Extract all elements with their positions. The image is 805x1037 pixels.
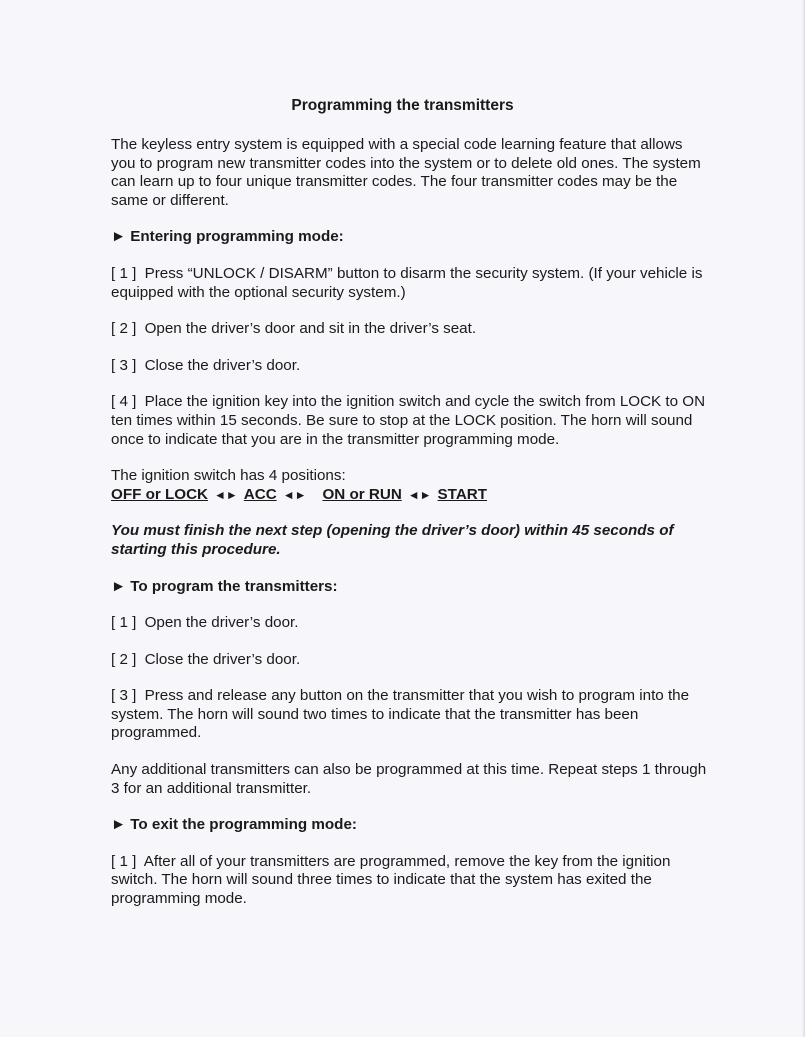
section-heading-entering: ► Entering programming mode: (111, 228, 344, 246)
warning-text: You must finish the next step (opening the driver’s door) within 45 seconds of starting this procedure. (111, 522, 674, 558)
step-paragraph (111, 265, 711, 302)
note-paragraph: Any additional transmitters can also be programmed at this time. Repeat steps 1 through 3 for an additional transmitter. (111, 761, 707, 797)
section-heading-program: ► To program the transmitters: (111, 577, 338, 595)
step-number: [ 2 ] (111, 650, 137, 668)
document-body (111, 136, 711, 927)
arrow-icon: ◄► (407, 487, 432, 502)
step-paragraph (111, 651, 711, 670)
step-text: Close the driver’s door. (144, 356, 301, 374)
step-text: Press and release any button on the transmitter that you wish to program into the system. The horn will sound two times to indicate that the transmitter has been programmed. (111, 687, 690, 742)
position-start: START (437, 485, 488, 503)
step-paragraph (111, 357, 711, 376)
step-number: [ 1 ] (111, 264, 137, 282)
position-acc: ACC (243, 485, 277, 503)
page-title: Programming the transmitters (291, 97, 514, 114)
step-text: After all of your transmitters are programmed, remove the key from the ignition switch. The horn will sound three times to indicate that the system has exited the programming mode. (111, 852, 671, 908)
arrow-icon: ◄► (214, 487, 238, 502)
step-number: [ 1 ] (111, 852, 137, 870)
step-paragraph (111, 614, 711, 633)
step-paragraph (111, 687, 711, 743)
intro-paragraph: The keyless entry system is equipped with a special code learning feature that allows you to program new transmitter codes into the system or to delete old ones. The system can learn up to four unique transmitter codes. The four transmitter codes may be the same or different. (111, 136, 701, 209)
step-paragraph (111, 393, 711, 449)
positions-intro: The ignition switch has 4 positions: (111, 467, 346, 485)
step-paragraph (111, 853, 711, 909)
step-text: Open the driver’s door and sit in the driver’s seat. (144, 320, 477, 338)
step-text: Open the driver’s door. (144, 614, 299, 632)
position-off-lock: OFF or LOCK (111, 485, 209, 503)
step-text: Place the ignition key into the ignition switch and cycle the switch from LOCK to ON ten times within 15 seconds. Be sure to stop at the LOCK position. The horn will sound once to indicate that you are in the transmitter programming mode. (111, 393, 706, 448)
step-number: [ 4 ] (111, 393, 137, 411)
step-paragraph (111, 320, 711, 339)
position-on-run: ON or RUN (322, 485, 402, 503)
step-number: [ 2 ] (111, 320, 137, 338)
ignition-positions (111, 486, 711, 505)
arrow-icon: ◄► (282, 487, 307, 502)
step-text: Close the driver’s door. (144, 650, 301, 668)
step-number: [ 3 ] (111, 356, 137, 374)
step-number: [ 3 ] (111, 687, 137, 705)
section-heading-exit: ► To exit the programming mode: (111, 816, 357, 834)
step-number: [ 1 ] (111, 614, 137, 632)
step-text: Press “UNLOCK / DISARM” button to disarm the security system. (If your vehicle is equipped with the optional security system.) (111, 264, 703, 301)
